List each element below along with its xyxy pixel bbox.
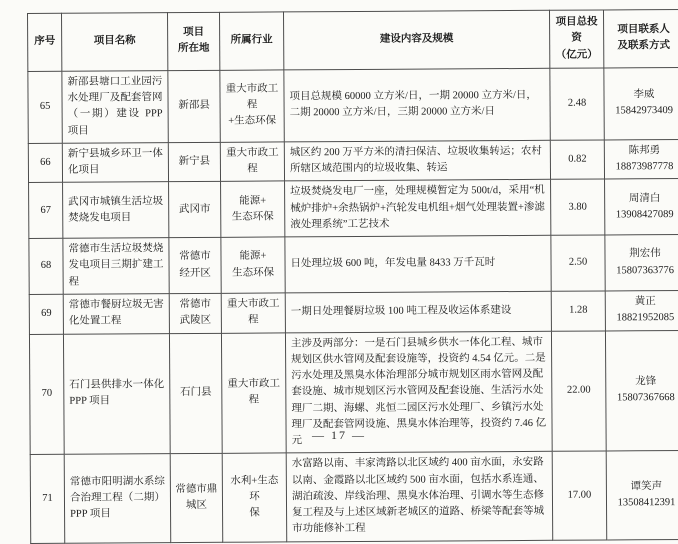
contact-name: 周清白 [628,192,661,204]
contact-name: 荆宏伟 [629,248,661,260]
cell-contact [606,451,678,540]
cell-content-scale: 水富路以南、丰家湾路以北区域约 400 亩水面，永安路以南、金霞路以北区域约 500 亩水面，包括水系连通、湖泊疏浚、岸线治理、黑臭水体治理、引调水等生态修复工程及与上述区域新老城区的道路、桥梁等配套等城市功能修补工程 [286,452,553,542]
scanned-document-page [27,9,678,544]
cell-contact [604,139,678,179]
cell-location: 武冈市 [169,182,221,238]
cell-industry: 重大市政工程 +生态环保 [220,70,284,142]
cell-content-scale: 主涉及两部分：一是石门县城乡供水一体化工程、城市规划区供水管网及配套设施等，投资约 4.54 亿元。二是污水处理及黑臭水体治理部分城市规划区雨水管网及配套设施、城市规划区污水管网及配套设施、生活污水处理厂二期、海螺、兆恒二园区污水处理厂、乡镇污水处理厂及配套管网设施、黑臭水体治理等，投资约 7.46 亿元 [285,331,552,453]
cell-project-name: 武冈市城镇生活垃圾焚烧发电项目 [63,182,169,238]
header-industry: 所属行业 [219,12,283,70]
cell-no: 68 [29,238,63,294]
contact-phone: 18821952085 [616,312,675,324]
header-no: 序号 [28,13,62,71]
cell-investment: 2.50 [551,235,605,291]
cell-location: 新宁县 [168,142,220,182]
cell-no: 67 [29,183,63,239]
cell-industry: 能源+ 生态环保 [221,181,285,237]
table-row [29,235,678,295]
header-project-name: 项目名称 [62,13,168,71]
header-content-scale: 建设内容及规模 [283,10,549,69]
table-row [28,139,678,183]
cell-industry: 能源+ 生态环保 [221,237,285,293]
contact-phone: 18873987778 [615,161,674,173]
cell-industry: 重大市政工程 [221,332,286,453]
table-row [30,451,678,543]
contact-phone: 13508412391 [617,497,676,509]
cell-industry: 重大市政工程 [220,142,284,182]
cell-investment: 2.48 [550,68,604,140]
table-row [29,290,678,334]
cell-location: 新邵县 [168,70,220,142]
cell-contact [604,67,678,140]
cell-contact [605,290,678,330]
cell-content-scale: 日处理垃圾 600 吨，年发电量 8433 万千瓦时 [285,235,551,292]
cell-no: 65 [28,71,62,143]
cell-investment: 1.28 [551,291,605,331]
cell-location: 常德市 经开区 [169,238,221,294]
contact-name: 黄正 [634,296,656,308]
cell-no: 70 [29,334,64,455]
contact-phone: 15807367668 [616,392,675,404]
cell-investment: 17.00 [552,451,607,540]
header-location: 项目 所在地 [168,12,220,70]
cell-project-name: 石门县供排水一体化 PPP 项目 [63,333,170,455]
cell-content-scale: 项目总规模 60000 立方米/日，一期 20000 立方米/日，二期 20000 立方米/日，三期 20000 立方米/日 [284,68,550,142]
cell-content-scale: 垃圾焚烧发电厂一座，处理规模暂定为 500t/d，采用“机械炉排炉+余热锅炉+汽轮发电机组+烟气处理装置+渗滤液处理系统”工艺技术 [285,180,551,237]
table-row [29,179,678,239]
header-investment: 项目总投资 （亿元） [549,10,603,68]
contact-phone: 13908427089 [615,208,674,221]
cell-investment: 3.80 [551,179,605,235]
table-header-row [28,9,678,71]
projects-table [27,9,678,544]
cell-no: 71 [30,455,65,544]
contact-name: 李威 [633,89,655,101]
cell-project-name: 常德市餐厨垃圾无害化处置工程 [63,294,169,334]
cell-no: 66 [28,143,62,183]
cell-project-name: 新邵县塘口工业园污水处理厂及配套管网（一期）建设 PPP 项目 [62,70,168,143]
contact-name: 谭笑声 [630,480,663,493]
contact-phone: 15807363776 [616,264,674,276]
cell-location: 石门县 [169,333,222,454]
cell-location: 常德市 武陵区 [169,293,221,333]
cell-contact [605,235,678,291]
cell-investment: 0.82 [550,140,604,180]
contact-phone: 15842973409 [615,105,674,117]
header-contact: 项目联系人 及联系方式 [603,9,678,67]
cell-content-scale: 城区约 200 万平方米的清扫保洁、垃圾收集转运；农村所辖区域范围内的垃圾收集、转运 [284,140,550,181]
contact-name: 陈邦勇 [628,144,661,157]
cell-project-name: 常德市阳明湖水系综合治理工程（二期）PPP 项目 [64,454,171,543]
contact-name: 龙锋 [635,376,657,388]
table-row [28,67,678,143]
cell-industry: 重大市政工程 [221,293,285,333]
cell-project-name: 新宁县城乡环卫一体化项目 [62,142,168,182]
cell-content-scale: 一期日处理餐厨垃圾 100 吨工程及收运体系建设 [285,291,551,332]
page-number: — 17 — [312,428,366,442]
cell-location: 常德市鼎 城区 [170,454,223,543]
cell-no: 69 [29,294,63,334]
cell-investment: 22.00 [551,330,606,451]
cell-industry: 水利+生态环 保 [222,453,287,542]
cell-project-name: 常德市生活垃圾焚烧发电项目三期扩建工程 [63,238,169,294]
cell-contact [605,179,678,235]
